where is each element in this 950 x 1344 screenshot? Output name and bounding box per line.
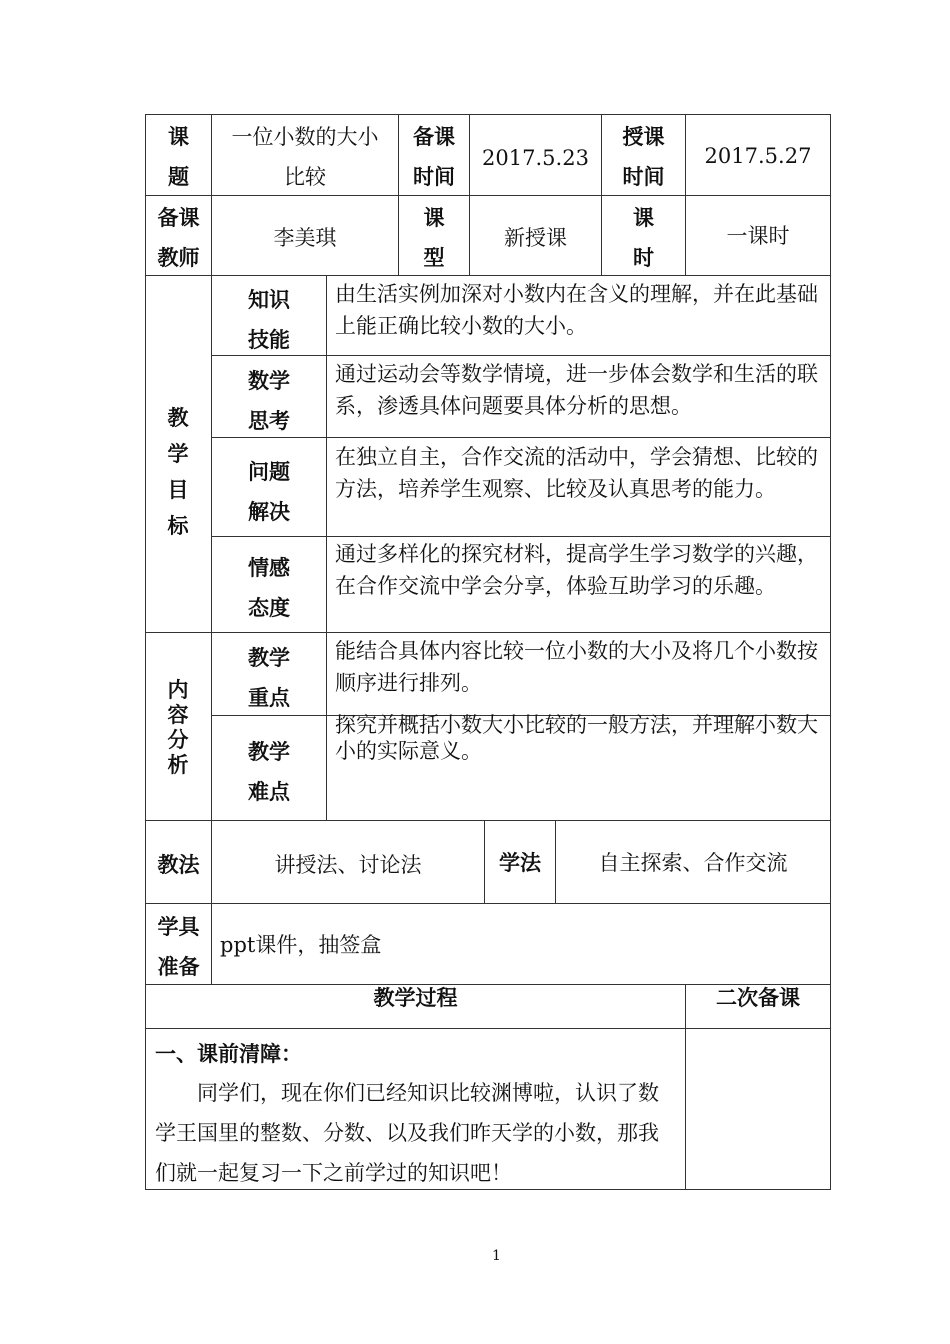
col-divider [326, 275, 327, 821]
objectives-label-char: 标 [167, 514, 189, 538]
topic-value-line2: 比较 [284, 165, 326, 189]
period-value: 一课时 [726, 224, 790, 248]
analysis-text: 能结合具体内容比较一位小数的大小及将几个小数按顺序进行排列。 [335, 639, 818, 695]
teacher-label-line2: 教师 [157, 246, 200, 270]
objectives-label [163, 400, 193, 544]
type-value: 新授课 [504, 226, 567, 250]
analysis-label-line1: 教学 [248, 646, 290, 670]
teacher-label-line1: 备课 [157, 206, 200, 230]
analysis-label-char: 内 [167, 678, 189, 702]
table-border-top [145, 114, 831, 115]
topic-label-text: 课题 [168, 125, 189, 189]
objective-text: 在独立自主，合作交流的活动中，学会猜想、比较的方法，培养学生观察、比较及认真思考的能力。 [335, 445, 818, 501]
type-label-line1: 课 [423, 206, 445, 230]
analysis-label-char: 析 [167, 753, 189, 777]
section-title: 一、课前清障： [155, 1042, 302, 1066]
teach-method-value: 讲授法、讨论法 [274, 853, 422, 877]
objectives-label-char: 教 [167, 406, 189, 430]
row-divider [145, 275, 831, 276]
type-label-line2: 型 [423, 246, 445, 270]
prep-time-label-line1: 备课 [413, 125, 455, 149]
teach-time-label-line2: 时间 [622, 165, 665, 189]
analysis-label-line1: 教学 [248, 740, 290, 764]
objectives-label-char: 目 [167, 478, 189, 502]
analysis-text: 探究并概括小数大小比较的一般方法，并理解小数大小的实际意义。 [335, 713, 818, 763]
section-text: 同学们，现在你们已经知识比较渊博啦，认识了数学王国里的整数、分数、以及我们昨天学的小数，那我们就一起复习一下之前学过的知识吧！ [155, 1081, 659, 1185]
second-prep-header: 二次备课 [716, 986, 800, 1010]
analysis-label-line2: 重点 [248, 686, 290, 710]
topic-value-line1: 一位小数的大小 [231, 125, 379, 149]
row-divider [145, 820, 831, 821]
materials-label-line1: 学具 [157, 915, 200, 939]
process-header: 教学过程 [373, 986, 458, 1010]
analysis-label-char: 容 [167, 703, 189, 727]
prep-time-label-line2: 时间 [413, 165, 455, 189]
learn-method-label: 学法 [499, 851, 541, 875]
row-divider [211, 536, 831, 537]
teach-time-label-line1: 授课 [622, 125, 665, 149]
objectives-label-char: 学 [167, 442, 189, 466]
row-divider [145, 903, 831, 904]
teach-time-value: 2017.5.27 [704, 144, 812, 168]
page-number: 1 [492, 1248, 501, 1264]
row-divider [145, 632, 831, 633]
topic-label [146, 117, 211, 197]
objective-label-line2: 解决 [248, 500, 290, 524]
col-divider [211, 903, 212, 985]
teacher-value: 李美琪 [273, 226, 337, 250]
objective-label-line2: 态度 [248, 596, 290, 620]
prep-time-value: 2017.5.23 [482, 146, 589, 170]
objective-text: 由生活实例加深对小数内在含义的理解，并在此基础上能正确比较小数的大小。 [335, 282, 818, 338]
analysis-label-char: 分 [167, 728, 189, 752]
learn-method-value: 自主探索、合作交流 [598, 851, 788, 875]
objective-label-line1: 问题 [248, 460, 290, 484]
materials-label-line2: 准备 [157, 955, 200, 979]
period-label-line2: 时 [633, 246, 654, 270]
objective-text: 通过多样化的探究材料，提高学生学习数学的兴趣，在合作交流中学会分享，体验互助学习的乐趣。 [335, 542, 818, 598]
analysis-label-line2: 难点 [248, 780, 290, 804]
period-label-line1: 课 [633, 206, 654, 230]
objective-label-line2: 技能 [248, 328, 290, 352]
teach-method-label: 教法 [157, 853, 200, 877]
materials-value: ppt课件，抽签盒 [220, 933, 382, 957]
objective-label-line2: 思考 [248, 409, 290, 433]
objective-text: 通过运动会等数学情境，进一步体会数学和生活的联系，渗透具体问题要具体分析的思想。 [335, 362, 818, 418]
objective-label-line1: 知识 [248, 288, 290, 312]
row-divider [145, 1028, 831, 1029]
objective-label-line1: 数学 [248, 369, 290, 393]
analysis-label [163, 678, 193, 778]
objective-label-line1: 情感 [248, 556, 290, 580]
